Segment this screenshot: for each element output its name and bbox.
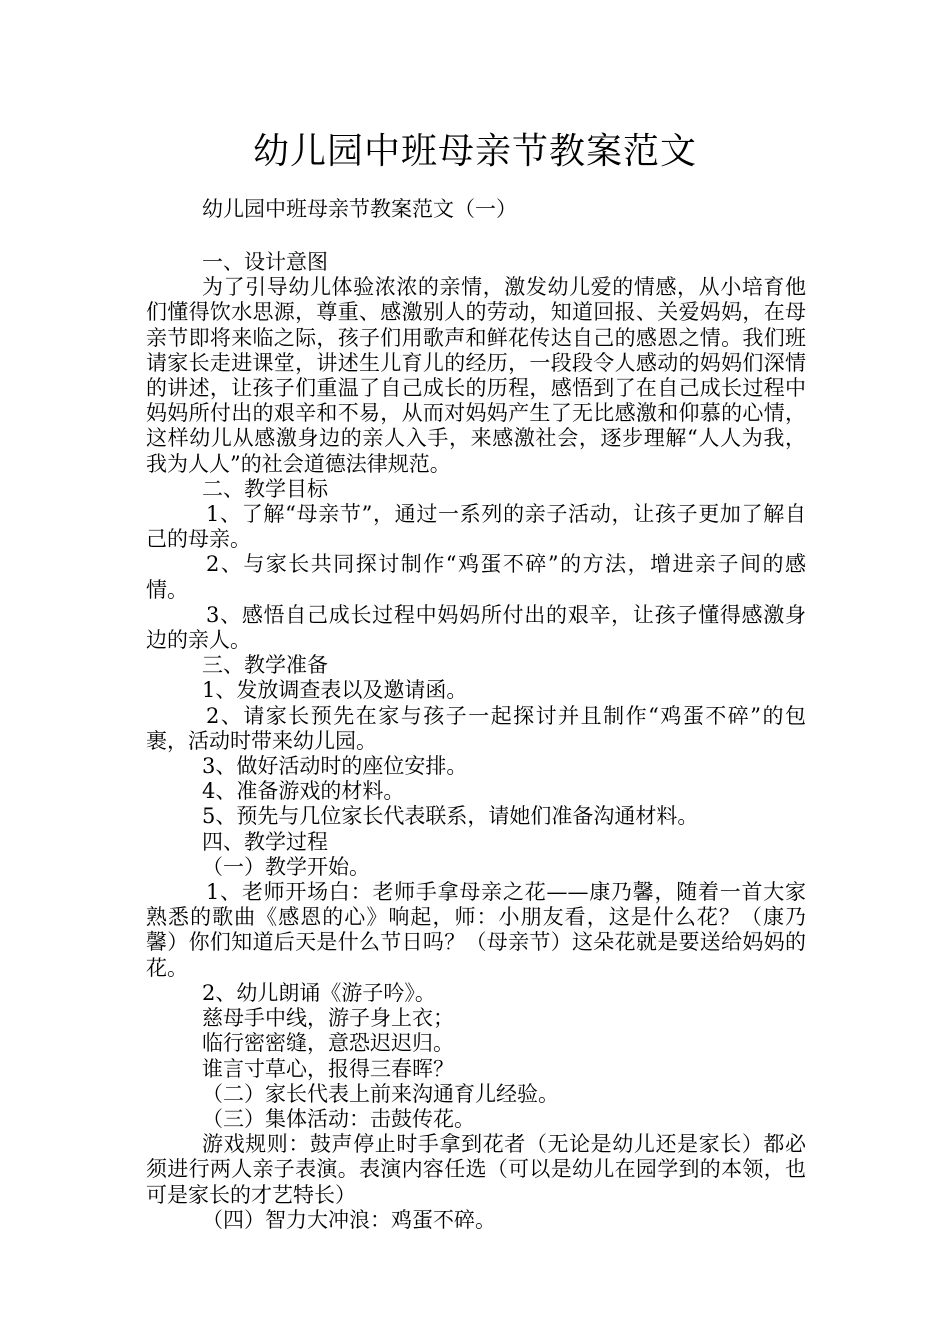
process-step-2-heading: （二）家长代表上前来沟通育儿经验。 <box>202 1081 559 1106</box>
process-step-1-item-2: 2、幼儿朗诵《游子吟》。 <box>202 980 436 1005</box>
prep-item-2: 2、请家长预先在家与孩子一起探讨并且制作“鸡蛋不碎”的包裹，活动时带来幼儿园。 <box>146 703 806 753</box>
process-step-4-heading: （四）智力大冲浪：鸡蛋不碎。 <box>202 1207 496 1232</box>
process-step-3-heading: （三）集体活动：击鼓传花。 <box>202 1106 475 1131</box>
paragraph-design-intent: 为了引导幼儿体验浓浓的亲情，激发幼儿爱的情感，从小培育他们懂得饮水思源，尊重、感激别人的劳动，知道回报、关爱妈妈，在母亲节即将来临之际，孩子们用歌声和鲜花传达自己的感恩之情。我们班请家长走进课堂，讲述生儿育儿的经历，一段段令人感动的妈妈们深情的讲述，让孩子们重温了自己成长的历程，感悟到了在自己成长过程中妈妈所付出的艰辛和不易，从而对妈妈产生了无比感激和仰慕的心情，这样幼儿从感激身边的亲人入手，来感激社会，逐步理解“人人为我，我为人人”的社会道德法律规范。 <box>146 275 806 476</box>
section-heading-process: 四、教学过程 <box>202 829 328 854</box>
process-step-1-heading: （一）教学开始。 <box>202 854 370 879</box>
document-body <box>146 196 806 1233</box>
section-heading-teaching-goals: 二、教学目标 <box>202 476 328 501</box>
prep-item-3: 3、做好活动时的座位安排。 <box>202 754 468 779</box>
game-rules-paragraph: 游戏规则：鼓声停止时手拿到花者（无论是幼儿还是家长）都必须进行两人亲子表演。表演内容任选（可以是幼儿在园学到的本领，也可是家长的才艺特长） <box>146 1132 806 1207</box>
goal-item-1: 1、了解“母亲节”，通过一系列的亲子活动，让孩子更加了解自己的母亲。 <box>146 502 806 552</box>
section-heading-preparation: 三、教学准备 <box>202 653 328 678</box>
poem-line-1: 慈母手中线，游子身上衣； <box>202 1006 454 1031</box>
process-step-1-item-1: 1、老师开场白：老师手拿母亲之花——康乃馨，随着一首大家熟悉的歌曲《感恩的心》响起，师：小朋友看，这是什么花？（康乃馨）你们知道后天是什么节日吗？（母亲节）这朵花就是要送给妈妈的花。 <box>146 880 806 980</box>
poem-line-3: 谁言寸草心，报得三春晖？ <box>202 1056 454 1081</box>
goal-item-3: 3、感悟自己成长过程中妈妈所付出的艰辛，让孩子懂得感激身边的亲人。 <box>146 602 806 653</box>
section-heading-design-intent: 一、设计意图 <box>202 250 328 274</box>
prep-item-5: 5、预先与几位家长代表联系，请她们准备沟通材料。 <box>202 804 699 829</box>
prep-item-4: 4、准备游戏的材料。 <box>202 779 405 804</box>
poem-line-2: 临行密密缝，意恐迟迟归。 <box>202 1031 454 1056</box>
document-title: 幼儿园中班母亲节教案范文 <box>252 131 697 172</box>
document-subtitle: 幼儿园中班母亲节教案范文（一） <box>202 197 517 221</box>
goal-item-2: 2、与家长共同探讨制作“鸡蛋不碎”的方法，增进亲子间的感情。 <box>146 552 806 602</box>
prep-item-1: 1、发放调查表以及邀请函。 <box>202 678 468 703</box>
